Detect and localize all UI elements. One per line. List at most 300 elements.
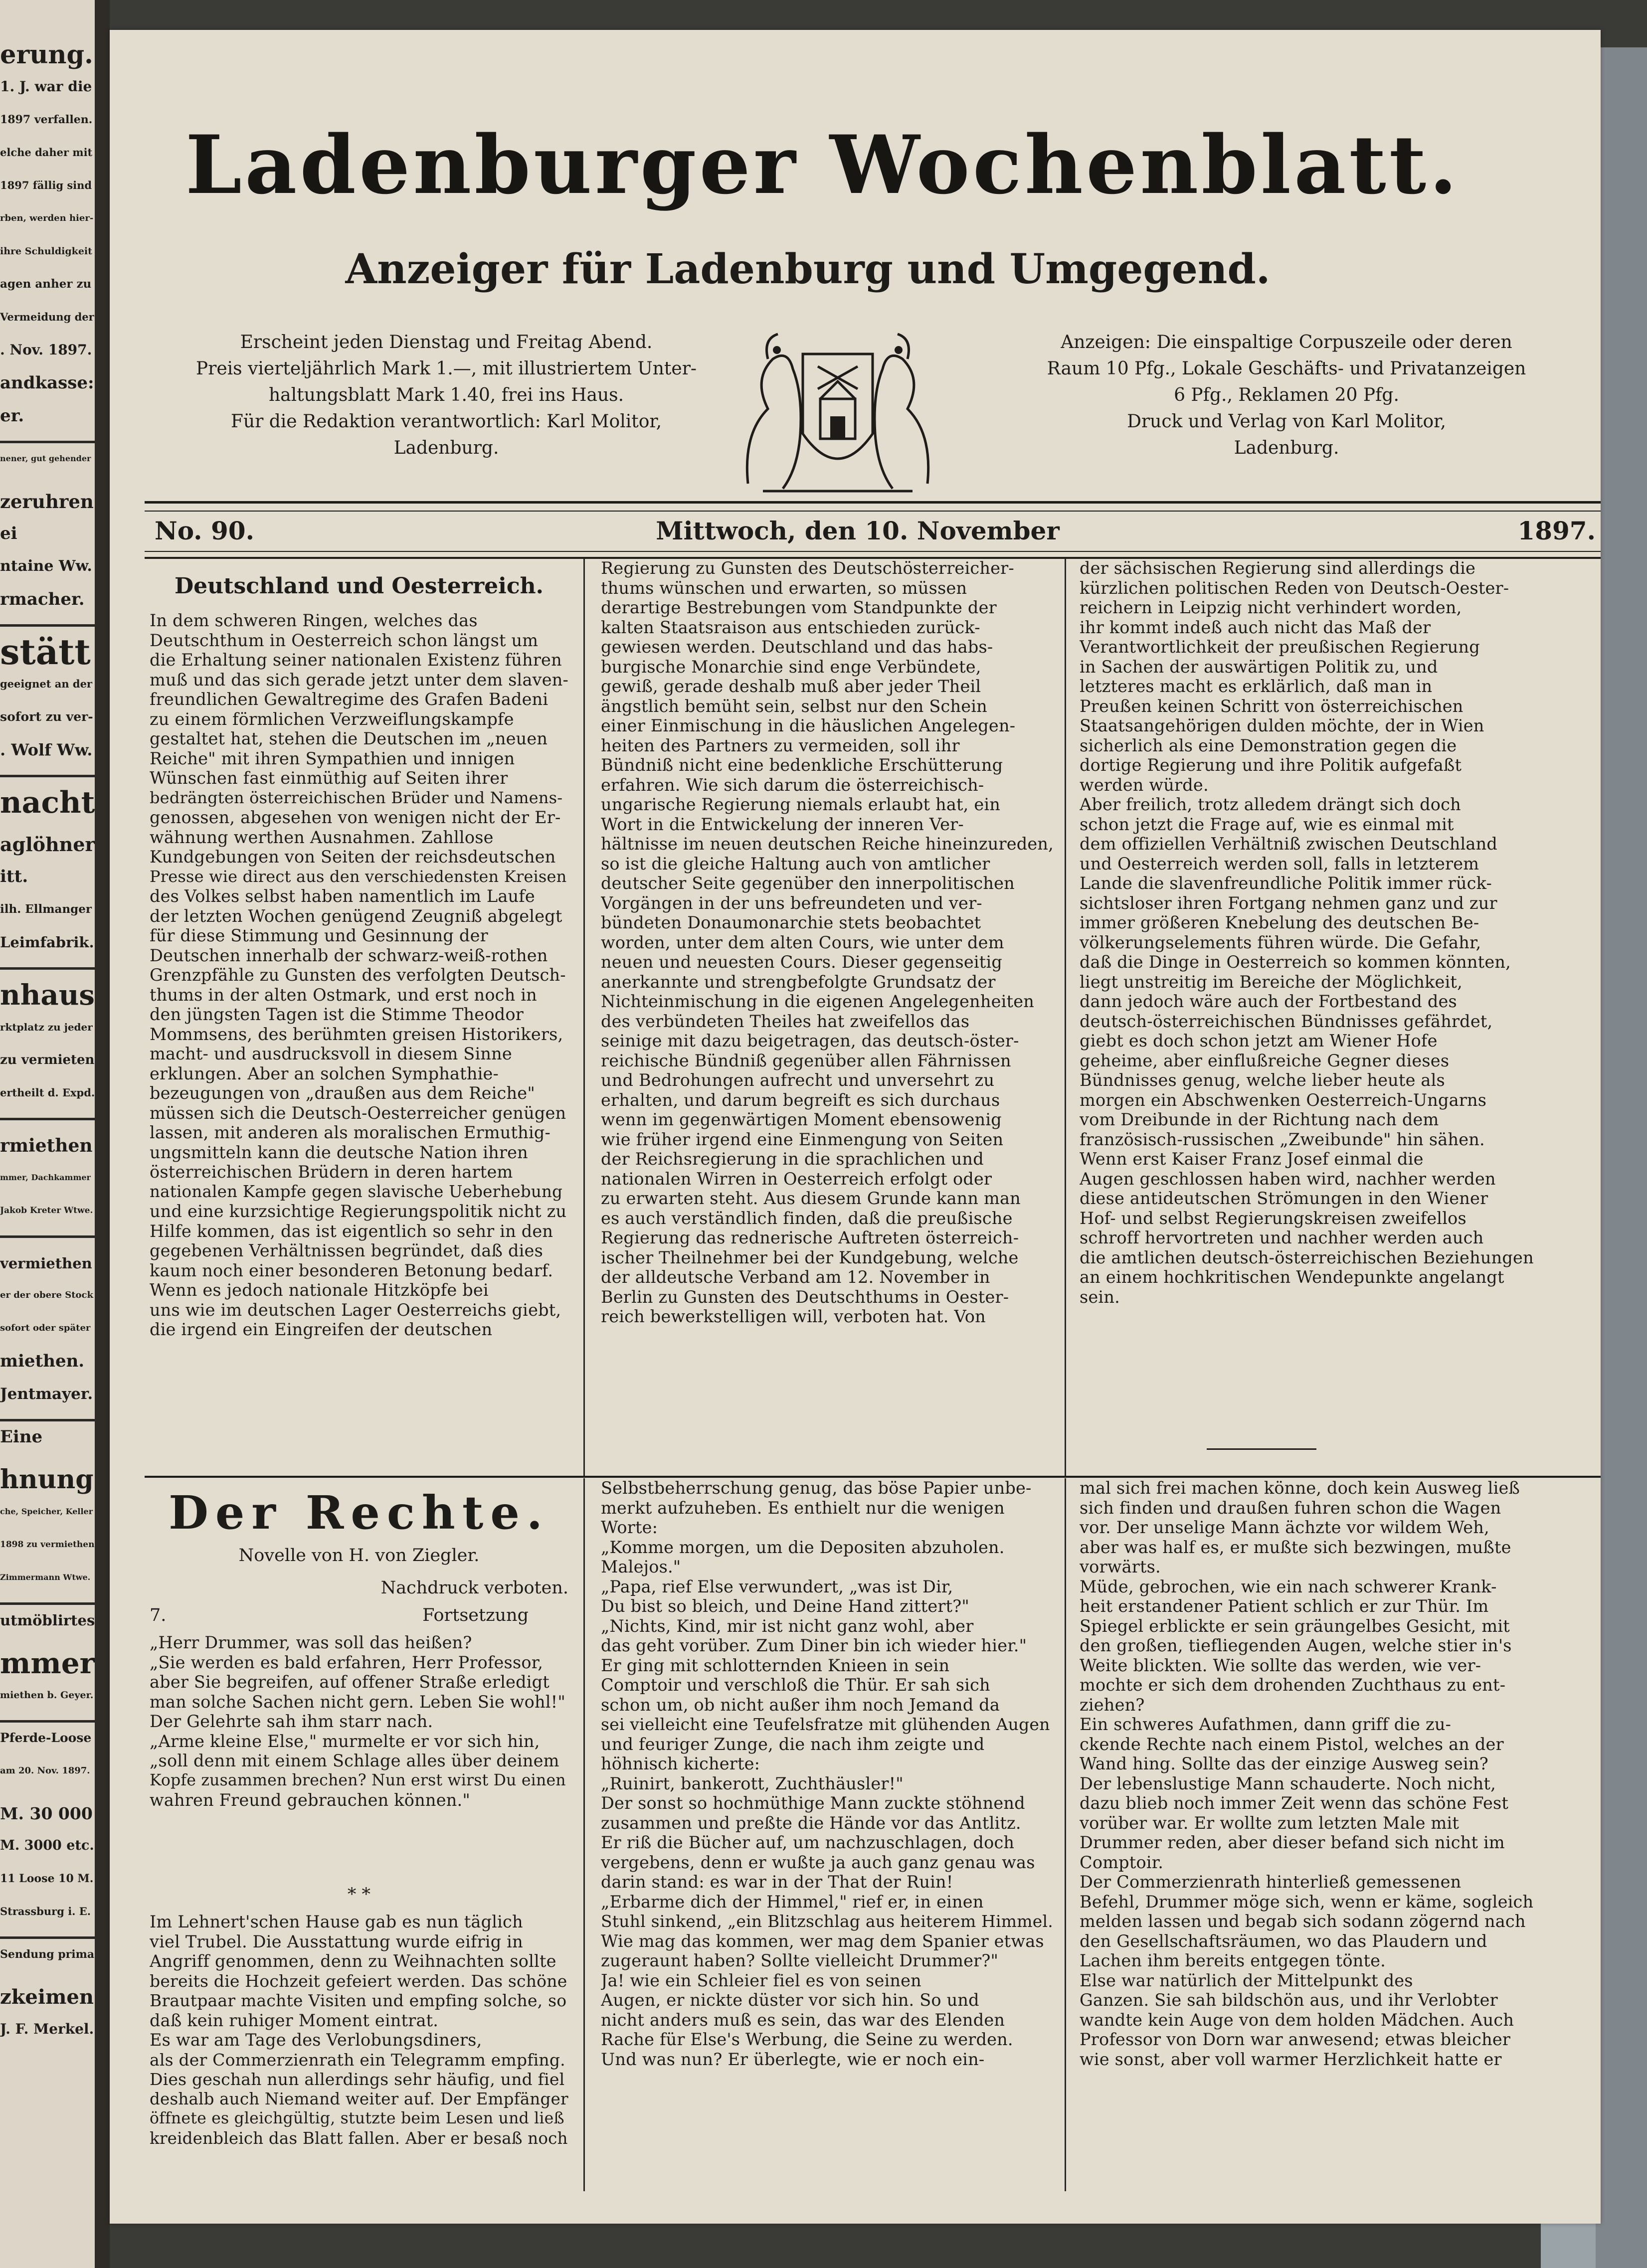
novel-title: Der Rechte.	[169, 1486, 549, 1540]
text-line: Er ging mit schlotternden Knieen in sein	[601, 1655, 950, 1675]
article-column	[1080, 558, 1588, 1446]
text-line: und eine kurzsichtige Regierungspolitik nicht zu	[150, 1202, 567, 1221]
text-line: Mommsens, des berühmten greisen Historikers,	[150, 1024, 563, 1044]
text-line: wenn im gegenwärtigen Moment ebensowenig	[601, 1110, 1002, 1129]
text-line: gewiesen werden. Deutschland und das habs-	[601, 637, 993, 657]
info-line: 6 Pfg., Reklamen 20 Pfg.	[1174, 385, 1399, 405]
text-line: so ist die gleiche Haltung auch von amtlicher	[601, 854, 990, 873]
book-gutter	[95, 0, 110, 2268]
fragment-line: agen anher zu	[0, 277, 92, 291]
text-line: aber was half es, er mußte sich bezwingen, mußte	[1080, 1537, 1511, 1557]
fragment-line: . Wolf Ww.	[0, 740, 93, 759]
text-line: Comptoir.	[1080, 1852, 1164, 1872]
text-line: merkt aufzuheben. Es enthielt nur die wenigen	[601, 1498, 1005, 1518]
fragment-line: mmer, Dachkammer	[0, 1173, 91, 1182]
issue-year: 1897.	[1517, 516, 1596, 545]
text-line: heit erstandener Patient schlich er zur Thür. Im	[1080, 1596, 1489, 1616]
fragment-line: Jakob Kreter Wtwe.	[0, 1206, 93, 1216]
text-line: anerkannte und strengbefolgte Grundsatz der	[601, 972, 996, 992]
text-line: vor. Der unselige Mann ächzte vor wildem Weh,	[1080, 1518, 1489, 1537]
fragment-line: miethen.	[0, 1351, 85, 1371]
text-line: kreidenbleich das Blatt fallen. Aber er besaß noch	[150, 2128, 568, 2148]
fragment-line: rktplatz zu jeder	[0, 1021, 93, 1033]
text-line: der alldeutsche Verband am 12. November in	[601, 1267, 990, 1287]
info-line: haltungsblatt Mark 1.40, frei ins Haus.	[268, 385, 624, 405]
fragment-line: rmiethen	[0, 1135, 93, 1156]
text-line: die Erhaltung seiner nationalen Existenz führen	[150, 650, 562, 670]
text-line: in Sachen der auswärtigen Politik zu, und	[1080, 657, 1438, 677]
text-line: Nichteinmischung in die eigenen Angelegenheiten	[601, 992, 1034, 1011]
text-line: nationalen Wirren in Oesterreich erfolgt oder	[601, 1169, 992, 1189]
text-line: erhalten, und darum begreift es sich durchaus	[601, 1090, 1000, 1110]
fragment-line: ntaine Ww.	[0, 557, 92, 575]
text-line: Kopfe zusammen brechen? Nun erst wirst Du einen	[150, 1771, 566, 1789]
text-line: des verbündeten Theiles hat zweifellos das	[601, 1011, 970, 1031]
book-binding-edge	[1596, 47, 1647, 2268]
issue-date: Mittwoch, den 10. November	[656, 516, 1060, 545]
text-line: Lachen ihm bereits entgegen tönte.	[1080, 1951, 1386, 1970]
text-line: Der Commerzienrath hinterließ gemessenen	[1080, 1872, 1462, 1892]
fragment-line: utmöblirtes	[0, 1612, 95, 1629]
text-line: Comptoir und verschloß die Thür. Er sah sich	[601, 1675, 990, 1695]
text-line: Regierung das rednerische Auftreten österreich-	[601, 1228, 1019, 1247]
fragment-line: rben, werden hier-	[0, 213, 94, 223]
info-line: Preis vierteljährlich Mark 1.—, mit illustriertem Unter-	[195, 358, 697, 379]
text-line: Der sonst so hochmüthige Mann zuckte stöhnend	[601, 1793, 1025, 1813]
text-line: reichern in Leipzig nicht verhindert worden,	[1080, 598, 1462, 617]
text-line: den jüngsten Tagen ist die Stimme Theodor	[150, 1005, 524, 1024]
fragment-line: zu vermieten	[0, 1052, 95, 1067]
text-line: lassen, mit anderen als moralischen Ermuthig-	[150, 1123, 551, 1142]
text-line: Selbstbeherrschung genug, das böse Papier unbe-	[601, 1478, 1032, 1498]
fragment-line: andkasse:	[0, 373, 94, 393]
text-line: Befehl, Drummer möge sich, wenn er käme, sogleich	[1080, 1892, 1534, 1912]
fragment-line: er.	[0, 406, 24, 426]
text-line: kaum noch einer besonderen Betonung bedarf.	[150, 1260, 553, 1280]
text-line: höhnisch kicherte:	[601, 1754, 760, 1773]
info-line: Ladenburg.	[393, 438, 499, 458]
text-line: Wünschen fast einmüthig auf Seiten ihrer	[150, 768, 508, 788]
article-column	[150, 611, 568, 1473]
text-line: „Ruinirt, bankerott, Zuchthäusler!"	[601, 1773, 904, 1793]
fragment-line: 1. J. war die	[0, 78, 92, 95]
fragment-line: ei	[0, 523, 17, 543]
dateline	[145, 516, 1601, 551]
text-line: vorüber war. Er wollte zum letzten Male mit	[1080, 1813, 1460, 1833]
text-line: Aber freilich, trotz alledem drängt sich doch	[1080, 795, 1461, 814]
fragment-line: nacht	[0, 785, 95, 820]
fragment-divider	[0, 1235, 95, 1238]
text-line: erklungen. Aber an solchen Symphathie-	[150, 1063, 499, 1083]
text-line: schroff hervortreten und nachher werden auch	[1080, 1228, 1484, 1247]
novel-column	[1080, 1478, 1588, 2191]
text-line: Wand hing. Sollte das der einzige Ausweg sein?	[1080, 1754, 1488, 1773]
section-divider	[145, 1476, 1601, 1478]
text-line: Kundgebungen von Seiten der reichsdeutschen	[150, 847, 556, 867]
text-line: ungsmitteln kann die deutsche Nation ihren	[150, 1142, 528, 1162]
text-line: genossen, abgesehen von wenigen nicht der Er-	[150, 808, 561, 827]
text-line: thums wünschen und erwarten, so müssen	[601, 578, 967, 598]
text-line: Wenn es jedoch nationale Hitzköpfe bei	[150, 1280, 489, 1300]
text-line: mochte er sich dem drohenden Zuchthaus zu ent-	[1080, 1675, 1506, 1695]
fragment-line: J. F. Merkel.	[0, 2021, 94, 2037]
column-rule	[1065, 558, 1066, 1476]
fragment-line: erung.	[0, 40, 93, 70]
text-line: Bündniß nicht eine bedenkliche Erschütterung	[601, 755, 1003, 775]
masthead-title: Ladenburger Wochenblatt.	[185, 117, 1461, 212]
text-line: reich bewerkstelligen will, verboten hat. Von	[601, 1307, 986, 1326]
fragment-line: rmacher.	[0, 589, 85, 609]
text-line: Staatsangehörigen dulden möchte, der in Wien	[1080, 716, 1484, 735]
fragment-line: 1898 zu vermiethen	[0, 1540, 95, 1550]
text-line: Bündnisses genug, welche lieber heute als	[1080, 1070, 1445, 1090]
fragment-line: vermiethen	[0, 1255, 92, 1272]
text-line: gestaltet hat, stehen die Deutschen im „neuen	[150, 729, 548, 748]
text-line: „Herr Drummer, was soll das heißen?	[150, 1633, 472, 1652]
fragment-line: mmer	[0, 1646, 95, 1680]
fragment-line: hnung	[0, 1464, 94, 1495]
fragment-divider	[0, 1602, 95, 1605]
text-line: daß kein ruhiger Moment eintrat.	[150, 2010, 439, 2030]
fragment-line: Pferde-Loose	[0, 1731, 92, 1745]
text-line: Regierung zu Gunsten des Deutschösterreicher-	[601, 558, 1014, 578]
text-line: für diese Stimmung und Gesinnung der	[150, 926, 488, 945]
text-line: erfahren. Wie sich darum die österreichisch-	[601, 775, 984, 795]
text-line: das geht vorüber. Zum Diner bin ich wieder hier."	[601, 1636, 1027, 1655]
text-line: der letzten Wochen genügend Zeugniß abgelegt	[150, 906, 562, 926]
text-line: sein.	[1080, 1287, 1120, 1307]
fragment-divider	[0, 1419, 95, 1421]
fragment-line: sofort oder später	[0, 1323, 91, 1333]
text-line: Presse wie direct aus den verschiedensten Kreisen	[150, 867, 567, 886]
text-line: die irgend ein Eingreifen der deutschen	[150, 1320, 493, 1339]
text-line: „Nichts, Kind, mir ist nicht ganz wohl, aber	[601, 1616, 974, 1636]
text-line: sei vielleicht eine Teufelsfratze mit glühenden Augen	[601, 1715, 1050, 1734]
text-line: Berlin zu Gunsten des Deutschthums in Oester-	[601, 1287, 1009, 1307]
text-line: Und was nun? Er überlegte, wie er noch ein-	[601, 2049, 985, 2069]
text-line: die amtlichen deutsch-österreichischen Beziehungen	[1080, 1247, 1534, 1267]
fragment-line: nhaus	[0, 979, 95, 1012]
fragment-line: ihre Schuldigkeit	[0, 246, 92, 257]
novel-column	[601, 1478, 1055, 2191]
text-line: Rache für Else's Werbung, die Seine zu werden.	[601, 2030, 1013, 2049]
text-line: immer größeren Knebelung des deutschen Be-	[1080, 913, 1479, 932]
fragment-line: 11 Loose 10 M.	[0, 1872, 94, 1885]
text-line: deutsch-österreichischen Bündnisses gefährdet,	[1080, 1011, 1493, 1031]
fragment-line: ilh. Ellmanger	[0, 902, 92, 916]
text-line: aber Sie begreifen, auf offener Straße erledigt	[150, 1672, 549, 1692]
column-rule	[583, 558, 585, 1476]
text-line: gewiß, gerade deshalb muß aber jeder Theil	[601, 677, 981, 696]
text-line: diese antideutschen Strömungen in den Wiener	[1080, 1189, 1488, 1208]
fragment-divider	[0, 1936, 95, 1939]
column-rule	[1065, 1478, 1066, 2191]
fragment-line: aglöhner	[0, 833, 95, 856]
text-line: zugeraunt haben? Sollte vielleicht Drummer?"	[601, 1951, 999, 1970]
text-line: Deutschthum in Oesterreich schon längst um	[150, 630, 539, 650]
novel-column	[150, 1633, 568, 1882]
text-line: bedrängten österreichischen Brüder und Namens-	[150, 788, 563, 807]
fragment-divider	[0, 775, 95, 777]
publication-info	[165, 329, 728, 494]
text-line: Du bist so bleich, und Deine Hand zittert?"	[601, 1596, 969, 1616]
text-line: Spiegel erblickte er sein gräungelbes Gesicht, mit	[1080, 1616, 1510, 1636]
fragment-line: M. 3000 etc.	[0, 1838, 94, 1853]
info-line: Erscheint jeden Dienstag und Freitag Abend.	[240, 332, 653, 352]
fragment-line: zkeimen	[0, 1985, 94, 2009]
issue-number: No. 90.	[155, 516, 254, 545]
text-line: Der Gelehrte sah ihm starr nach.	[150, 1712, 433, 1731]
text-line: Es war am Tage des Verlobungsdiners,	[150, 2030, 482, 2050]
text-line: deshalb auch Niemand weiter auf. Der Empfänger	[150, 2089, 568, 2108]
fragment-divider	[0, 441, 95, 443]
text-line: dortige Regierung und ihre Politik aufgefaßt	[1080, 755, 1462, 775]
text-line: zusammen und preßte die Hände vor das Antlitz.	[601, 1813, 1021, 1833]
text-line: „soll denn mit einem Schlage alles über deinem	[150, 1751, 559, 1770]
text-line: ckende Rechte nach einem Pistol, welches an der	[1080, 1734, 1504, 1754]
coat-of-arms-emblem	[718, 319, 957, 509]
text-line: macht- und ausdrucksvoll in diesem Sinne	[150, 1044, 512, 1063]
adjacent-page-fragment	[0, 0, 95, 2268]
text-line: wie früher irgend eine Einmengung von Seiten	[601, 1129, 1004, 1149]
text-line: der Reichsregierung in die sprachlichen und	[601, 1149, 984, 1169]
fragment-line: geeignet an der	[0, 678, 93, 690]
text-line: Hilfe kommen, das ist eigentlich so sehr in den	[150, 1221, 553, 1241]
text-line: Der lebenslustige Mann schauderte. Noch nicht,	[1080, 1773, 1496, 1793]
text-line: Ja! wie ein Schleier fiel es von seinen	[601, 1970, 921, 1990]
fragment-divider	[0, 624, 95, 627]
text-line: wähnung werthen Ausnahmen. Zahllose	[150, 827, 494, 847]
fragment-line: miethen b. Geyer.	[0, 1690, 94, 1701]
text-line: es auch verständlich finden, daß die preußische	[601, 1208, 1013, 1228]
text-line: burgische Monarchie sind enge Verbündete,	[601, 657, 981, 677]
text-line: müssen sich die Deutsch-Oesterreicher genügen	[150, 1103, 566, 1123]
text-line: Wenn erst Kaiser Franz Josef einmal die	[1080, 1149, 1424, 1169]
text-line: „Arme kleine Else," murmelte er vor sich hin,	[150, 1731, 540, 1751]
text-line: Preußen keinen Schritt von österreichischen	[1080, 696, 1464, 716]
text-line: wahren Freund gebrauchen können."	[150, 1790, 470, 1810]
text-line: den großen, tiefliegenden Augen, welche stier in's	[1080, 1636, 1512, 1655]
text-line: Brautpaar machte Visiten und empfing solche, so	[150, 1991, 567, 2010]
text-line: nationalen Kampfe gegen slavische Ueberhebung	[150, 1182, 563, 1201]
text-line: In dem schweren Ringen, welches das	[150, 611, 478, 630]
text-line: vergebens, denn er wußte ja auch ganz genau was	[601, 1852, 1035, 1872]
fragment-line: Leimfabrik.	[0, 934, 94, 951]
text-line: öffnete es gleichgültig, stutzte beim Lesen und ließ	[150, 2109, 564, 2127]
text-line: man solche Sachen nicht gern. Leben Sie wohl!"	[150, 1692, 565, 1712]
section-break-stars: * *	[347, 1885, 371, 1905]
text-line: Hof- und selbst Regierungskreisen zweifellos	[1080, 1208, 1466, 1228]
text-line: „Papa, rief Else verwundert, „was ist Dir,	[601, 1576, 953, 1596]
text-line: Ein schweres Aufathmen, dann griff die zu-	[1080, 1715, 1452, 1734]
continuation-label: Fortsetzung	[422, 1605, 529, 1625]
text-line: als der Commerzienrath ein Telegramm empfing.	[150, 2050, 565, 2070]
text-line: österreichischen Brüdern in deren hartem	[150, 1162, 513, 1182]
article-column	[601, 558, 1055, 1476]
text-line: liegt unstreitig im Bereiche der Möglichkeit,	[1080, 972, 1463, 992]
text-line: deutscher Seite gegenüber den innerpolitischen	[601, 873, 1015, 893]
text-line: „Sie werden es bald erfahren, Herr Professor,	[150, 1652, 544, 1672]
text-line: „Erbarme dich der Himmel," rief er, in einen	[601, 1892, 984, 1912]
text-line: Augen, er nickte düster vor sich hin. So und	[601, 1990, 979, 2010]
text-line: und Bedrohungen aufrecht und unversehrt zu	[601, 1070, 995, 1090]
text-line: wandte kein Auge von dem holden Mädchen. Auch	[1080, 2010, 1514, 2030]
text-line: Professor von Dorn war anwesend; etwas bleicher	[1080, 2030, 1511, 2049]
text-line: Augen geschlossen haben wird, nachher werden	[1080, 1169, 1496, 1189]
divider	[145, 551, 1601, 559]
text-line: Dies geschah nun allerdings sehr häufig, und fiel	[150, 2070, 565, 2089]
text-line: viel Trubel. Die Ausstattung wurde eifrig in	[150, 1931, 523, 1951]
coat-of-arms-icon	[718, 319, 957, 509]
text-line: ihr kommt indeß auch nicht das Maß der	[1080, 617, 1431, 637]
text-line: werden würde.	[1080, 775, 1209, 795]
text-line: Malejos."	[601, 1557, 681, 1576]
text-line: Deutschen innerhalb der schwarz-weiß-rothen	[150, 945, 548, 965]
fragment-divider	[0, 1720, 95, 1723]
text-line: muß und das sich gerade jetzt unter dem slaven-	[150, 670, 568, 690]
text-line: vorwärts.	[1080, 1557, 1161, 1576]
text-line: Drummer reden, aber dieser befand sich nicht im	[1080, 1833, 1505, 1852]
text-line: Reiche" mit ihren Sympathien und innigen	[150, 748, 515, 768]
text-line: letzteres macht es erklärlich, daß man in	[1080, 677, 1433, 696]
text-line: einer Einmischung in die häuslichen Angelegen-	[601, 716, 1016, 735]
text-line: derartige Bestrebungen vom Standpunkte der	[601, 598, 997, 617]
text-line: geheime, aber einflußreiche Gegner dieses	[1080, 1050, 1450, 1070]
fragment-line: Sendung prima	[0, 1948, 95, 1961]
reprint-notice: Nachdruck verboten.	[380, 1578, 568, 1598]
text-line: bündeten Donaumonarchie stets beobachtet	[601, 913, 981, 932]
article-end-rule	[1207, 1448, 1316, 1450]
text-line: morgen ein Abschwenken Oesterreich-Ungarns	[1080, 1090, 1487, 1110]
text-line: der sächsischen Regierung sind allerdings die	[1080, 558, 1476, 578]
newspaper-page	[110, 30, 1601, 2224]
text-line: nicht anders muß es sein, das war des Elenden	[601, 2010, 1005, 2030]
text-line: den Gesellschaftsräumen, wo das Plaudern und	[1080, 1931, 1487, 1951]
novel-column	[150, 1912, 568, 2191]
fragment-line: M. 30 000	[0, 1804, 93, 1823]
text-line: seinige mit dazu beigetragen, das deutsch-öster-	[601, 1031, 1019, 1050]
text-line: Else war natürlich der Mittelpunkt des	[1080, 1970, 1413, 1990]
fragment-line: . Nov. 1897.	[0, 342, 92, 358]
chapter-number: 7.	[150, 1605, 167, 1625]
text-line: schon jetzt die Frage auf, wie es einmal mit	[1080, 814, 1454, 834]
fragment-line: Strassburg i. E.	[0, 1905, 91, 1918]
text-line: Stuhl sinkend, „ein Blitzschlag aus heiterem Himmel.	[601, 1912, 1053, 1931]
advertising-info	[972, 329, 1601, 494]
text-line: Worte:	[601, 1518, 658, 1537]
fragment-line: Vermeidung der	[0, 311, 94, 323]
fragment-line: Zimmermann Wtwe.	[0, 1572, 91, 1582]
text-line: dazu blieb noch immer Zeit wenn das schöne Fest	[1080, 1793, 1509, 1813]
text-line: an einem hochkritischen Wendepunkte angelangt	[1080, 1267, 1504, 1287]
text-line: darin stand: es war in der That der Ruin!	[601, 1872, 953, 1892]
fragment-line: er der obere Stock	[0, 1290, 93, 1300]
text-line: sicherlich als eine Demonstration gegen die	[1080, 735, 1457, 755]
fragment-divider	[0, 1118, 95, 1120]
fragment-line: am 20. Nov. 1897.	[0, 1765, 90, 1776]
text-line: zu einem förmlichen Verzweiflungskampfe	[150, 709, 514, 729]
text-line: mal sich frei machen könne, doch kein Ausweg ließ	[1080, 1478, 1520, 1498]
info-line: Druck und Verlag von Karl Molitor,	[1127, 411, 1446, 432]
fragment-divider	[0, 967, 95, 970]
text-line: melden lassen und begab sich sodann zögernd nach	[1080, 1912, 1526, 1931]
text-line: schon um, ob nicht außer ihm noch Jemand da	[601, 1695, 1000, 1715]
text-line: Ganzen. Sie sah bildschön aus, und ihr Verlobter	[1080, 1990, 1498, 2010]
novel-author: Novelle von H. von Ziegler.	[238, 1546, 480, 1566]
fragment-line: stätt	[0, 632, 91, 672]
text-line: des Volkes selbst haben namentlich im Laufe	[150, 886, 535, 906]
text-line: vom Dreibunde in der Richtung nach dem	[1080, 1110, 1439, 1129]
text-line: bezeugungen von „draußen aus dem Reiche"	[150, 1083, 535, 1103]
fragment-line: sofort zu ver-	[0, 709, 93, 724]
text-line: worden, unter dem alten Cours, wie unter dem	[601, 932, 1004, 952]
fragment-line: che, Speicher, Keller	[0, 1507, 93, 1516]
text-line: und Oesterreich werden soll, falls in letzterem	[1080, 854, 1479, 873]
text-line: ängstlich bemüht sein, selbst nur den Schein	[601, 696, 987, 716]
text-line: ziehen?	[1080, 1695, 1145, 1715]
info-line: Ladenburg.	[1234, 438, 1339, 458]
text-line: französisch-russischen „Zweibunde" hin sähen.	[1080, 1129, 1485, 1149]
text-line: „Komme morgen, um die Depositen abzuholen.	[601, 1537, 1005, 1557]
text-line: wie sonst, aber voll warmer Herzlichkeit hatte er	[1080, 2049, 1502, 2069]
fragment-line: itt.	[0, 867, 28, 886]
text-line: giebt es doch schon jetzt am Wiener Hofe	[1080, 1031, 1438, 1050]
text-line: kürzlichen politischen Reden von Deutsch-Oester-	[1080, 578, 1509, 598]
text-line: Verantwortlichkeit der preußischen Regierung	[1080, 637, 1480, 657]
fragment-line: zeruhren	[0, 491, 94, 513]
divider	[145, 501, 1601, 512]
text-line: Wie mag das kommen, wer mag dem Spanier etwas	[601, 1931, 1044, 1951]
text-line: Lande die slavenfreundliche Politik immer rück-	[1080, 873, 1492, 893]
info-line: Anzeigen: Die einspaltige Corpuszeile oder deren	[1061, 332, 1512, 352]
text-line: Wort in die Entwickelung der inneren Ver-	[601, 814, 964, 834]
fragment-line: 1897 verfallen.	[0, 113, 93, 126]
text-line: ungarische Regierung niemals erlaubt hat, ein	[601, 795, 1001, 814]
text-line: kalten Staatsraison aus entschieden zurück-	[601, 617, 980, 637]
text-line: freundlichen Gewaltregime des Grafen Badeni	[150, 690, 549, 709]
text-line: hältnisse im neuen deutschen Reiche hineinzureden,	[601, 834, 1054, 854]
text-line: Vorgängen in der uns befreundeten und ver-	[601, 893, 982, 913]
text-line: sichtsloser ihren Fortgang nehmen ganz und zur	[1080, 893, 1497, 913]
text-line: dem offiziellen Verhältniß zwischen Deutschland	[1080, 834, 1498, 854]
text-line: uns wie im deutschen Lager Oesterreichs giebt,	[150, 1300, 561, 1320]
text-line: Er riß die Bücher auf, um nachzuschlagen, doch	[601, 1833, 1015, 1852]
text-line: zu erwarten steht. Aus diesem Grunde kann man	[601, 1189, 1021, 1208]
fragment-line: ertheilt d. Expd.	[0, 1086, 95, 1099]
text-line: Weite blickten. Wie sollte das werden, wie ver-	[1080, 1655, 1481, 1675]
masthead-subtitle: Anzeiger für Ladenburg und Umgegend.	[345, 245, 1271, 293]
fragment-line: Jentmayer.	[0, 1385, 93, 1403]
text-line: neuen und neuesten Cours. Dieser gegenseitig	[601, 952, 1002, 972]
article-headline: Deutschland und Oesterreich.	[175, 573, 544, 599]
fragment-line: nener, gut gehender	[0, 454, 91, 463]
text-line: dann jedoch wäre auch der Fortbestand des	[1080, 992, 1457, 1011]
text-line: heiten des Partners zu vermeiden, soll ihr	[601, 735, 960, 755]
text-line: gegebenen Verhältnissen begründet, daß dies	[150, 1241, 543, 1260]
text-line: daß die Dinge in Oesterreich so kommen könnten,	[1080, 952, 1511, 972]
fragment-line: 1897 fällig sind	[0, 179, 92, 191]
info-line: Für die Redaktion verantwortlich: Karl Molitor,	[230, 411, 662, 432]
text-line: völkerungselements führen würde. Die Gefahr,	[1080, 932, 1481, 952]
text-line: reichische Bündniß gegenüber allen Fährnissen	[601, 1050, 1011, 1070]
text-line: Angriff genommen, denn zu Weihnachten sollte	[150, 1951, 556, 1971]
fragment-line: elche daher mit	[0, 146, 93, 159]
fragment-line: Eine	[0, 1427, 43, 1447]
text-line: bereits die Hochzeit gefeiert werden. Das schöne	[150, 1971, 567, 1991]
column-rule	[583, 1478, 585, 2191]
text-line: und feuriger Zunge, die nach ihm zeigte und	[601, 1734, 985, 1754]
text-line: Im Lehnert'schen Hause gab es nun täglich	[150, 1912, 523, 1931]
